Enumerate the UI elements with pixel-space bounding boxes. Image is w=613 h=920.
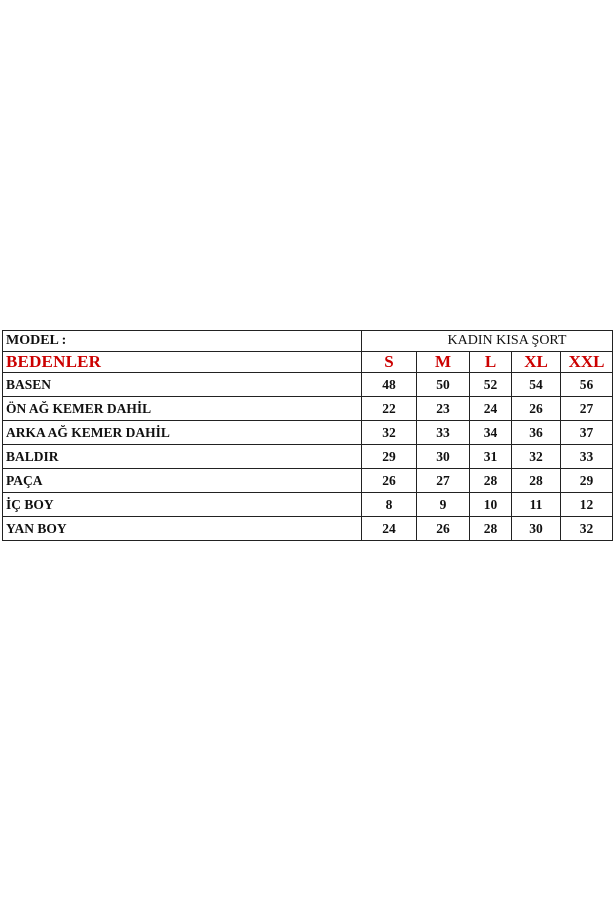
- product-name: KADIN KISA ŞORT: [362, 331, 613, 352]
- table-row: [3, 517, 613, 541]
- table-cell: 29: [362, 445, 417, 469]
- table-row: [3, 421, 613, 445]
- size-header-s: S: [362, 352, 417, 373]
- size-header-l: L: [470, 352, 512, 373]
- size-header-xxl: XXL: [561, 352, 613, 373]
- table-cell: 8: [362, 493, 417, 517]
- table-cell: 31: [470, 445, 512, 469]
- table-cell: 28: [470, 517, 512, 541]
- sizes-label: BEDENLER: [3, 352, 362, 373]
- row-label: BASEN: [3, 373, 362, 397]
- table-cell: 22: [362, 397, 417, 421]
- size-chart-table: [2, 330, 613, 541]
- sizes-row: [3, 352, 613, 373]
- table-cell: 23: [417, 397, 470, 421]
- table-cell: 27: [417, 469, 470, 493]
- table-cell: 54: [512, 373, 561, 397]
- table-row: [3, 373, 613, 397]
- table-cell: 33: [561, 445, 613, 469]
- table-cell: 9: [417, 493, 470, 517]
- table-cell: 11: [512, 493, 561, 517]
- table-cell: 29: [561, 469, 613, 493]
- table-cell: 52: [470, 373, 512, 397]
- table-cell: 37: [561, 421, 613, 445]
- header-row: [3, 331, 613, 352]
- model-label: MODEL :: [3, 331, 362, 352]
- size-header-m: M: [417, 352, 470, 373]
- table-cell: 27: [561, 397, 613, 421]
- table-cell: 26: [362, 469, 417, 493]
- size-header-xl: XL: [512, 352, 561, 373]
- table-cell: 26: [512, 397, 561, 421]
- table-cell: 12: [561, 493, 613, 517]
- row-label: BALDIR: [3, 445, 362, 469]
- table-row: [3, 445, 613, 469]
- table-row: [3, 397, 613, 421]
- table-cell: 32: [561, 517, 613, 541]
- table-cell: 30: [417, 445, 470, 469]
- table-cell: 28: [512, 469, 561, 493]
- table-cell: 28: [470, 469, 512, 493]
- row-label: İÇ BOY: [3, 493, 362, 517]
- table-cell: 24: [362, 517, 417, 541]
- table-cell: 34: [470, 421, 512, 445]
- table-cell: 10: [470, 493, 512, 517]
- table-cell: 32: [362, 421, 417, 445]
- row-label: YAN BOY: [3, 517, 362, 541]
- table-cell: 36: [512, 421, 561, 445]
- table-cell: 48: [362, 373, 417, 397]
- row-label: ÖN AĞ KEMER DAHİL: [3, 397, 362, 421]
- table-cell: 24: [470, 397, 512, 421]
- size-chart-body: [3, 331, 613, 541]
- table-cell: 30: [512, 517, 561, 541]
- table-cell: 32: [512, 445, 561, 469]
- row-label: PAÇA: [3, 469, 362, 493]
- row-label: ARKA AĞ KEMER DAHİL: [3, 421, 362, 445]
- table-row: [3, 493, 613, 517]
- table-cell: 56: [561, 373, 613, 397]
- table-cell: 33: [417, 421, 470, 445]
- table-cell: 26: [417, 517, 470, 541]
- table-row: [3, 469, 613, 493]
- table-cell: 50: [417, 373, 470, 397]
